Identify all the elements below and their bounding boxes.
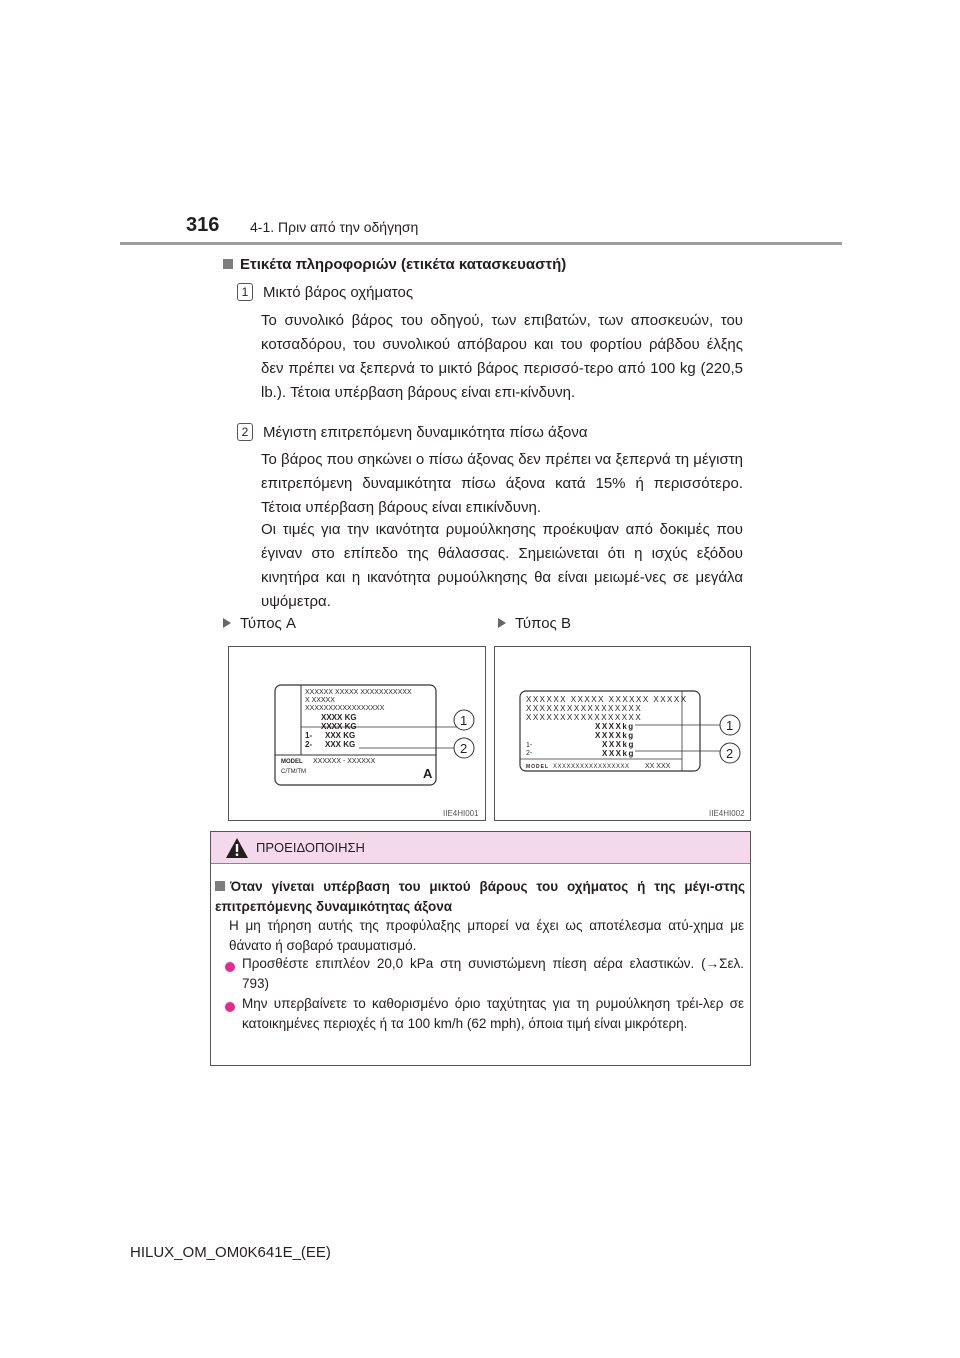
figure-type-b xyxy=(494,646,751,821)
warning-heading xyxy=(215,877,745,917)
figure-code: IIE4HI002 xyxy=(709,809,745,818)
label-line: XXXkg xyxy=(602,749,635,758)
callout-2: 2 xyxy=(726,746,734,761)
row-label: 1- xyxy=(305,731,313,740)
warning-bullet-1: Προσθέστε επιπλέον 20,0 kPa στη συνιστώμενη πίεση αέρα ελαστικών. (→Σελ. 793) xyxy=(242,956,744,991)
warning-bullet-2: Μην υπερβαίνετε το καθορισμένο όριο ταχύτητας για τη ρυμούλκηση τρέι-λερ σε κατοικημένες περιοχές ή τα 100 km/h (62 mph), όποια τιμή είναι μικρότερη. xyxy=(242,996,744,1031)
label-line: XXXXXX XXXXX XXXXXXXXXXX xyxy=(305,689,412,696)
callout-number: 1 xyxy=(237,283,253,301)
label-line: XXXXkg xyxy=(595,722,635,731)
page-number: 316 xyxy=(186,214,220,236)
triangle-bullet-icon xyxy=(223,618,231,628)
triangle-bullet-icon xyxy=(498,618,506,628)
warning-header xyxy=(211,832,750,864)
trailing-text: XX XXX xyxy=(645,763,671,770)
label-line: XXXXXXXXXXXXXXXXX xyxy=(305,705,385,712)
label-line: XXXXXXXXXXXXXXXXX xyxy=(526,713,643,722)
figure-code: IIE4HI001 xyxy=(443,809,479,818)
callout-2: 2 xyxy=(460,741,468,756)
pink-bullet-icon xyxy=(225,959,235,977)
square-bullet-icon xyxy=(215,881,225,891)
warning-box xyxy=(210,831,751,1066)
callout-1: 1 xyxy=(460,713,468,728)
warning-icon xyxy=(225,837,249,859)
label-line: X XXXXX xyxy=(305,697,335,704)
callout-1: 1 xyxy=(726,718,734,733)
label-illustration-a xyxy=(229,647,485,820)
header-rule xyxy=(120,242,842,245)
item-title-text: Μικτό βάρος οχήματος xyxy=(263,284,414,301)
type-b-label-text: Τύπος B xyxy=(515,615,571,632)
model-label: MODEL xyxy=(526,764,550,770)
footer-mark: C/TM/TM xyxy=(281,769,306,775)
section-heading xyxy=(223,256,566,273)
type-b-label xyxy=(498,615,571,632)
label-line: XXXXXX - XXXXXX xyxy=(313,758,376,765)
section-title: 4-1. Πριν από την οδήγηση xyxy=(250,219,419,235)
label-line: XXX KG xyxy=(325,731,356,740)
figure-type-a xyxy=(228,646,486,821)
warning-heading-text: Όταν γίνεται υπέρβαση του μικτού βάρους του οχήματος ή της μέγι-στης επιτρεπόμενης δυναμικότητας άξονα xyxy=(215,879,745,914)
row-label: 2- xyxy=(526,750,533,757)
label-line: XXXXXXXXXXXXXXXXX xyxy=(553,764,630,770)
pink-bullet-icon xyxy=(225,999,235,1017)
warning-body: Η μη τήρηση αυτής της προφύλαξης μπορεί να έχει ως αποτέλεσμα ατύ-χημα με θάνατο ή σοβαρό τραυματισμό. xyxy=(229,918,744,953)
item-2-title xyxy=(237,423,588,441)
item-2-paragraph-1: Το βάρος που σηκώνει ο πίσω άξονας δεν πρέπει να ξεπερνά τη μέγιστη επιτρεπόμενη δυναμικότητα πίσω άξονα κατά 15% ή περισσότερο. Τέτοια υπέρβαση βάρους είναι επικίνδυνη. xyxy=(261,451,743,516)
label-line: XXX KG xyxy=(325,740,356,749)
callout-number: 2 xyxy=(237,423,253,441)
label-line: XXXXXXXXXXXXXXXXX xyxy=(526,704,643,713)
model-label: MODEL xyxy=(281,759,303,765)
label-line: XXXX KG xyxy=(321,722,357,731)
label-line: XXXXXX XXXXX XXXXXX XXXXX xyxy=(526,695,688,704)
square-bullet-icon xyxy=(223,259,233,269)
label-line: XXXX KG xyxy=(321,713,357,722)
type-a-label xyxy=(223,615,296,632)
item-1-title xyxy=(237,283,413,301)
item-1-paragraph: Το συνολικό βάρος του οδηγού, των επιβατών, των αποσκευών, του κοτσαδόρου, του συνολικού απόβαρου και του φορτίου ράβδου έλξης δεν πρέπει να ξεπερνά το μικτό βάρος περισσό-τερο από 100 kg (220,5 lb.). Τέτοια υπέρβαση βάρους είναι επι-κίνδυνη. xyxy=(261,312,743,401)
label-line: XXXXkg xyxy=(595,731,635,740)
row-label: 1- xyxy=(526,742,533,749)
item-2-paragraph-2: Οι τιμές για την ικανότητα ρυμούλκησης προέκυψαν από δοκιμές που έγιναν στο επίπεδο της θάλασσας. Σημειώνεται ότι η ισχύς εξόδου κινητήρα και η ικανότητα ρυμούλκησης θα είναι μειωμέ-νες σε μεγάλα υψόμετρα. xyxy=(261,521,743,610)
document-footer: HILUX_OM_OM0K641E_(EE) xyxy=(130,1244,331,1261)
item-title-text: Μέγιστη επιτρεπόμενη δυναμικότητα πίσω άξονα xyxy=(263,424,588,441)
label-line: XXXkg xyxy=(602,740,635,749)
type-a-label-text: Τύπος A xyxy=(240,615,296,632)
row-label: 2- xyxy=(305,740,313,749)
label-illustration-b xyxy=(495,647,750,820)
warning-title: ΠΡΟΕΙΔΟΠΟΙΗΣΗ xyxy=(256,840,365,855)
corner-letter: A xyxy=(423,766,433,781)
heading-text: Ετικέτα πληροφοριών (ετικέτα κατασκευαστή) xyxy=(240,256,567,273)
